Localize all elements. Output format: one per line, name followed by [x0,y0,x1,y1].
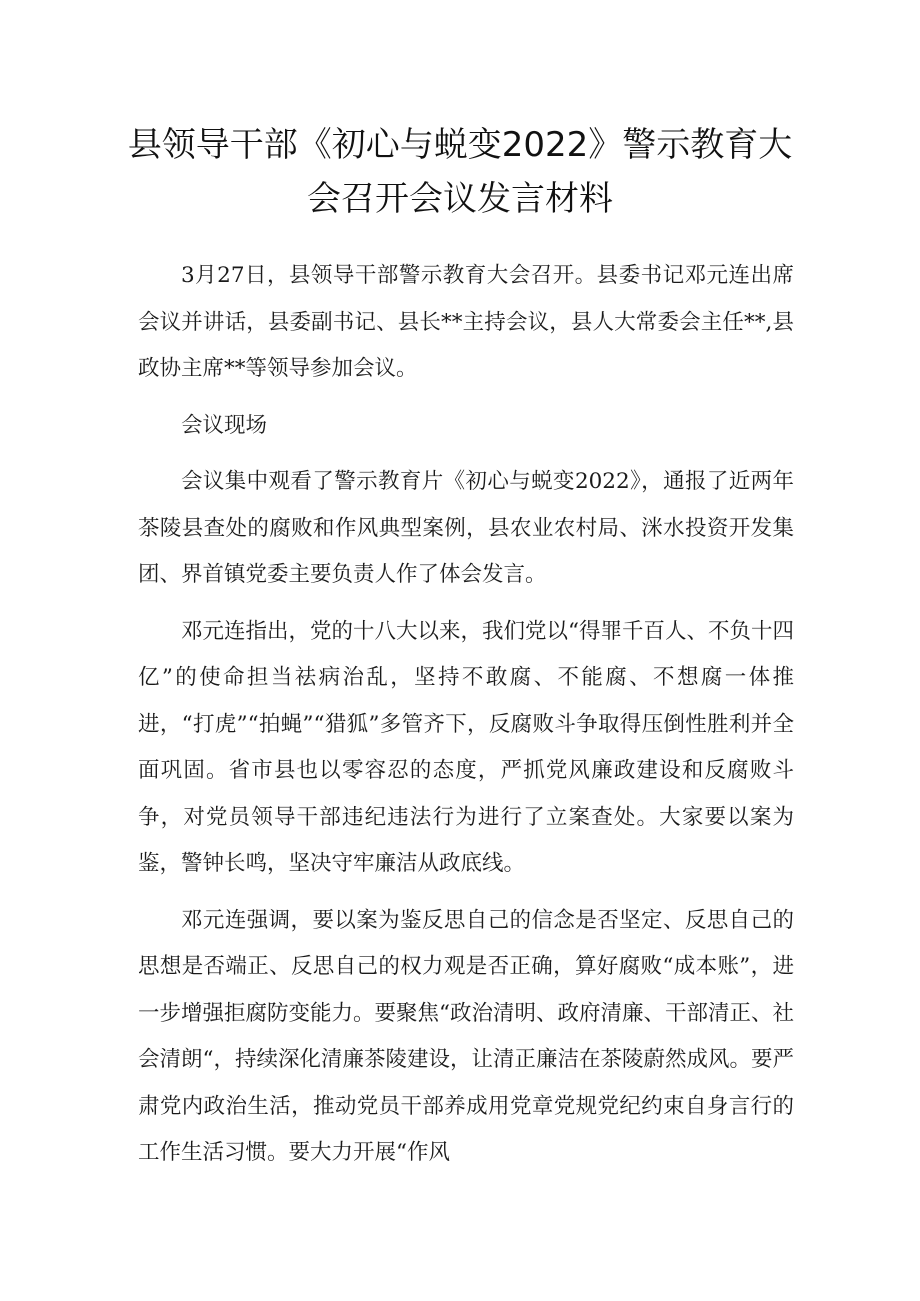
paragraph-speech-points: 邓元连指出，党的十八大以来，我们党以“得罪千百人、不负十四亿”的使命担当祛病治乱，坚持不敢腐、不能腐、不想腐一体推进，“打虎”“拍蝇”“猎狐”多管齐下，反腐败斗争取得压倒性胜利并全面巩固。省市县也以零容忍的态度，严抓党风廉政建设和反腐败斗争，对党员领导干部违纪违法行为进行了立案查处。大家要以案为鉴，警钟长鸣，坚决守牢廉洁从政底线。 [138,618,794,876]
paragraph-video-viewing: 会议集中观看了警示教育片《初心与蜕变2022》，通报了近两年茶陵县查处的腐败和作风典型案例，县农业农村局、洣水投资开发集团、界首镇党委主要负责人作了体会发言。 [138,469,794,587]
document-title: 县领导干部《初心与蜕变2022》警示教育大会召开会议发言材料 [127,125,793,219]
paragraph-section-label: 会议现场 [181,412,268,438]
document-body [138,253,794,1187]
paragraph-meeting-intro: 3月27日，县领导干部警示教育大会召开。县委书记邓元连出席会议并讲话，县委副书记、县长**主持会议，县人大常委会主任**,县政协主席**等领导参加会议。 [138,263,794,381]
paragraph-speech-emphasis: 邓元连强调，要以案为鉴反思自己的信念是否坚定、反思自己的思想是否端正、反思自己的权力观是否正确，算好腐败“成本账”，进一步增强拒腐防变能力。要聚焦“政治清明、政府清廉、干部清正、社会清朗“，持续深化清廉茶陵建设，让清正廉洁在茶陵蔚然成风。要严肃党内政治生活，推动党员干部养成用党章党规党纪约束自身言行的工作生活习惯。要大力开展“作风 [138,907,794,1165]
